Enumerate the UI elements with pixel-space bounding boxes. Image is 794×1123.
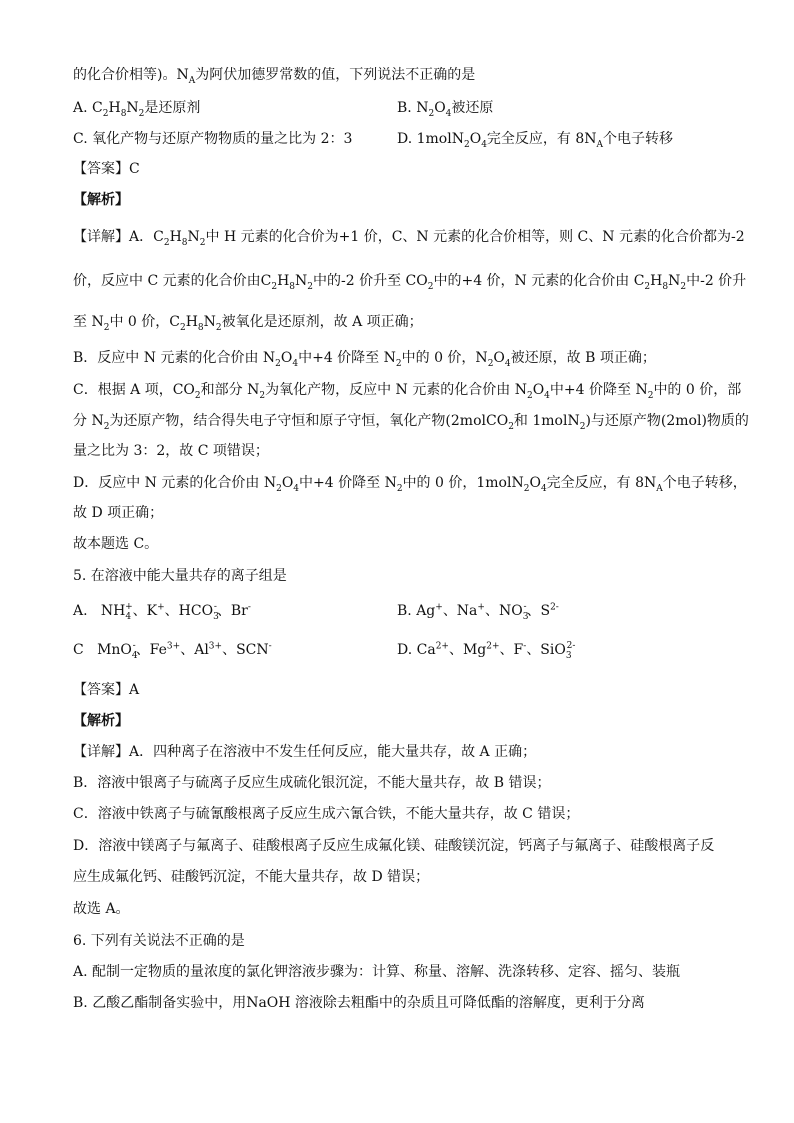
q5-detail-line-6: 故选 A。 [73,901,130,917]
q5-option-c: C MnO$_4$-、$Fe^{3+}$、$Al^{3+}$、SCN- [73,641,272,661]
q4-option-b: B. $N_2O_4$被还原 [397,100,494,119]
q4-stem-tail [73,65,475,85]
q5-detail-line-5: 应生成氟化钙、硅酸钙沉淀，不能大量共存，故 D 错误； [73,869,430,885]
q4-detail-line-2: 价，反应中 C 元素的化合价由$C_2H_8N_2$中的-2 价升至 $CO_2$中的+4 价，N 元素的化合价由 $C_2H_8N_2$中-2 价升 [73,273,747,292]
q4-detail-line-7: 量之比为 3：2，故 C 项错误； [73,443,269,459]
q6-stem: 6. 下列有关说法不正确的是 [73,933,245,949]
q4-option-c: C. 氧化产物与还原产物物质的量之比为 2：3 [73,131,353,147]
q6-option-a: A. 配制一定物质的量浓度的氯化钾溶液步骤为：计算、称量、溶解、洗涤转移、定容、摇匀、装瓶 [73,964,681,980]
q5-option-d: D. $Ca^{2+}$、$Mg^{2+}$、F-、SiO$_3^{2-}$ [397,641,576,661]
q4-analysis-label: 【解析】 [73,192,129,208]
q4-answer: 【答案】C [73,161,140,177]
q5-answer: 【答案】A [73,682,140,698]
q5-detail-line-2: B．溶液中银离子与硫离子反应生成硫化银沉淀，不能大量共存，故 B 错误； [73,775,551,791]
q4-detail-line-10: 故本题选 C。 [73,536,159,552]
q5-option-a: A. $NH_4^+$、K+、$HCO_3^-$、Br- [73,602,251,622]
q4-stem-tail-text: 的化合价相等)。$N_A$为阿伏加德罗常数的值，下列说法不正确的是 [73,67,476,86]
q4-detail-line-3: 至 $N_2$中 0 价，$C_2H_8N_2$被氧化是还原剂，故 A 项正确； [73,314,423,333]
q5-option-b: B. Ag+、Na+、$NO_3^-$、$S^{2-}$ [397,602,559,622]
q4-detail-line-1: 【详解】A．$C_2H_8N_2$中 H 元素的化合价为+1 价，C、N 元素的化合价相等，则 C、N 元素的化合价都为-2 [73,229,745,248]
q4-detail-line-9: 故 D 项正确； [73,505,164,521]
q5-analysis-label: 【解析】 [73,713,129,729]
q4-option-a: A. $C_2H_8N_2$是还原剂 [73,100,201,119]
q5-detail-line-1: 【详解】A．四种离子在溶液中不发生任何反应，能大量共存，故 A 正确； [73,744,537,760]
q4-detail-line-4: B．反应中 N 元素的化合价由 $N_2O_4$中+4 价降至 $N_2$中的 0 价，$N_2O_4$被还原，故 B 项正确； [73,350,656,369]
q4-detail-line-5: C．根据 A 项，$CO_2$和部分 $N_2$为氧化产物，反应中 N 元素的化合价由 $N_2O_4$中+4 价降至 $N_2$中的 0 价，部 [73,382,742,401]
q5-detail-line-3: C．溶液中铁离子与硫氰酸根离子反应生成六氰合铁，不能大量共存，故 C 错误； [73,806,580,822]
q5-detail-line-4: D．溶液中镁离子与氟离子、硅酸根离子反应生成氟化镁、硅酸镁沉淀，钙离子与氟离子、硅酸根离子反 [73,838,715,854]
q4-option-d: D. $1molN_2O_4$完全反应，有 $8N_A$个电子转移 [397,131,674,150]
q4-detail-line-8: D．反应中 N 元素的化合价由 $N_2O_4$中+4 价降至 $N_2$中的 0 价，$1molN_2O_4$完全反应，有 $8N_A$个电子转移， [73,475,747,494]
q5-stem: 5. 在溶液中能大量共存的离子组是 [73,568,287,584]
q6-option-b: B. 乙酸乙酯制备实验中，用NaOH 溶液除去粗酯中的杂质且可降低酯的溶解度，更利于分离 [73,995,645,1011]
q4-detail-line-6: 分 $N_2$为还原产物，结合得失电子守恒和原子守恒，氧化产物(2molCO$_2$和 1molN$_2$)与还原产物(2mol)物质的 [73,413,749,432]
